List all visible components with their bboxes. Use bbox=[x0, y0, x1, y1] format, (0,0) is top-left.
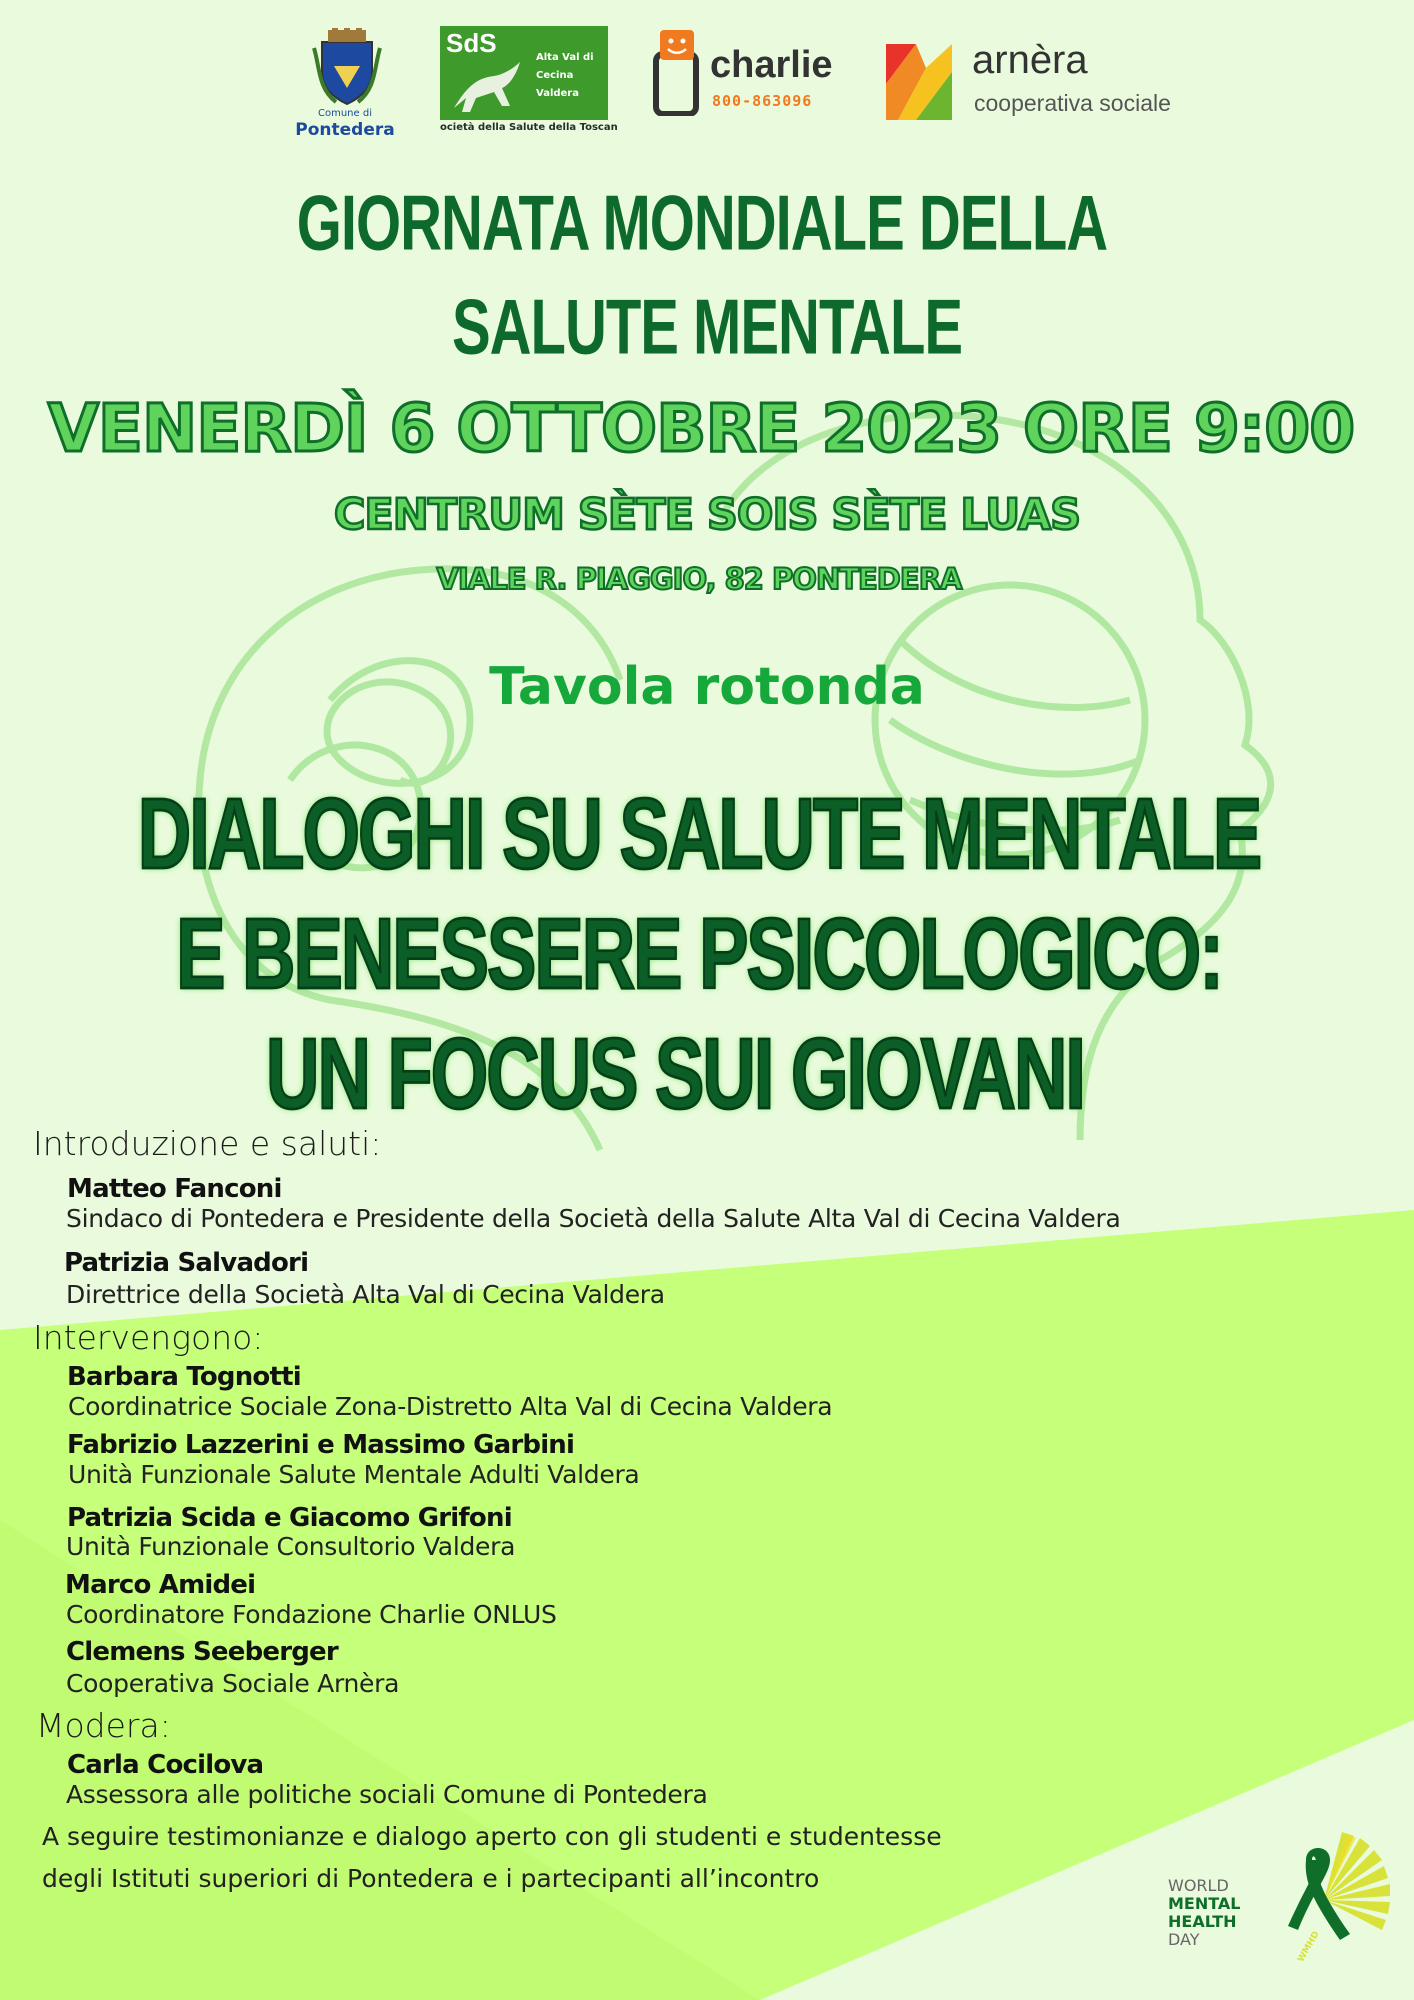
speaker-name: Patrizia Scida e Giacomo Grifoni bbox=[67, 1503, 512, 1533]
wmhd-ribbon-text: WMHD bbox=[1296, 1929, 1322, 1965]
speaker-name: Fabrizio Lazzerini e Massimo Garbini bbox=[67, 1430, 575, 1460]
event-title-line3: UN FOCUS SUI GIOVANI bbox=[266, 1017, 1084, 1130]
sds-logo bbox=[440, 26, 618, 134]
sds-mark: SdS bbox=[446, 28, 497, 58]
coat-of-arms-icon bbox=[312, 28, 382, 106]
charlie-logo bbox=[652, 30, 852, 120]
intro-heading: Introduzione e saluti: bbox=[33, 1124, 382, 1163]
ribbon-icon bbox=[1254, 1830, 1394, 1970]
event-date: VENERDÌ 6 OTTOBRE 2023 ORE 9:00 bbox=[47, 390, 1355, 467]
speakers-heading: Intervengono: bbox=[33, 1318, 264, 1357]
horse-icon bbox=[446, 58, 526, 118]
closing-line2: degli Istituti superiori di Pontedera e i partecipanti all’incontro bbox=[42, 1864, 820, 1893]
charlie-phone: 800-863096 bbox=[712, 92, 813, 110]
speaker-name: Barbara Tognotti bbox=[67, 1362, 301, 1392]
charlie-name: charlie bbox=[710, 44, 833, 86]
sds-line3: Valdera bbox=[536, 88, 579, 99]
moderator-name: Carla Cocilova bbox=[67, 1750, 264, 1780]
pontedera-logo bbox=[290, 28, 400, 138]
moderator-heading: Modera: bbox=[36, 1706, 171, 1745]
intro-speaker-name: Patrizia Salvadori bbox=[64, 1248, 309, 1278]
speaker-role: Unità Funzionale Salute Mentale Adulti Valdera bbox=[68, 1460, 640, 1489]
speaker-name: Marco Amidei bbox=[65, 1570, 256, 1600]
speaker-role: Cooperativa Sociale Arnèra bbox=[66, 1669, 400, 1698]
event-title-line1: DIALOGHI SU SALUTE MENTALE bbox=[137, 777, 1261, 890]
event-venue: CENTRUM SÈTE SOIS SÈTE LUAS bbox=[333, 490, 1081, 540]
speaker-name: Clemens Seeberger bbox=[66, 1637, 338, 1667]
speaker-role: Coordinatrice Sociale Zona-Distretto Alta Val di Cecina Valdera bbox=[68, 1392, 833, 1421]
wmhd-line2: MENTAL bbox=[1168, 1894, 1241, 1913]
event-type: Tavola rotonda bbox=[489, 657, 925, 717]
event-title-line2: E BENESSERE PSICOLOGICO: bbox=[176, 897, 1222, 1010]
sds-line2: Cecina bbox=[536, 70, 574, 81]
intro-speaker-name: Matteo Fanconi bbox=[67, 1174, 282, 1204]
pontedera-name: Pontedera bbox=[295, 120, 395, 140]
moderator-role: Assessora alle politiche sociali Comune di Pontedera bbox=[66, 1780, 708, 1809]
pontedera-small-label: Comune di bbox=[318, 108, 372, 119]
event-address: VIALE R. PIAGGIO, 82 PONTEDERA bbox=[436, 562, 962, 596]
sds-line1: Alta Val di bbox=[536, 52, 594, 63]
wmhd-logo bbox=[1168, 1830, 1398, 1970]
wmhd-line1: WORLD bbox=[1168, 1876, 1229, 1895]
arnera-name: arnèra bbox=[972, 38, 1088, 82]
speaker-role: Coordinatore Fondazione Charlie ONLUS bbox=[66, 1600, 557, 1629]
page-title-line2: SALUTE MENTALE bbox=[451, 283, 963, 372]
wmhd-line3: HEALTH bbox=[1168, 1912, 1237, 1931]
speaker-role: Unità Funzionale Consultorio Valdera bbox=[66, 1532, 516, 1561]
arnera-logo bbox=[886, 38, 1186, 124]
intro-speaker-role: Sindaco di Pontedera e Presidente della Società della Salute Alta Val di Cecina Valdera bbox=[66, 1204, 1121, 1233]
intro-speaker-role: Direttrice della Società Alta Val di Cecina Valdera bbox=[66, 1280, 665, 1309]
closing-line1: A seguire testimonianze e dialogo aperto con gli studenti e studentesse bbox=[42, 1822, 942, 1851]
page-title-line1: GIORNATA MONDIALE DELLA bbox=[296, 179, 1108, 268]
phone-icon bbox=[652, 30, 708, 116]
arnera-mark-icon bbox=[886, 44, 954, 120]
arnera-tagline: cooperativa sociale bbox=[974, 90, 1171, 116]
sds-footer: ocietà della Salute della Toscan bbox=[440, 122, 618, 133]
wmhd-line4: DAY bbox=[1168, 1930, 1200, 1949]
